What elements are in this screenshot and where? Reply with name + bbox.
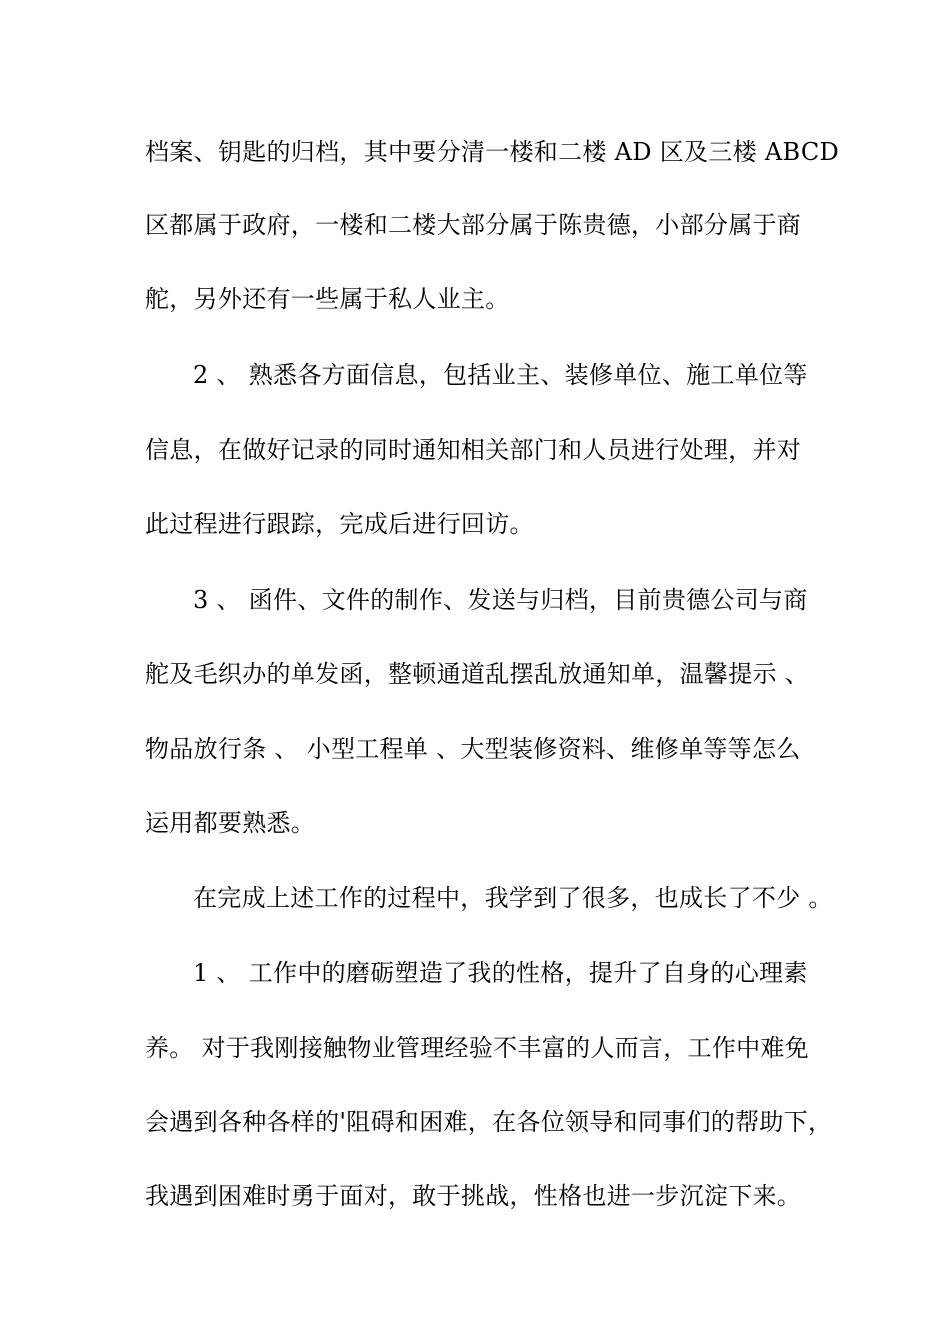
paragraph-2-start: 2 、 熟悉各方面信息，包括业主、装修单位、施工单位等 (193, 361, 808, 389)
text-line-8: 舵及毛织办的单发函，整顿通道乱摆乱放通知单，温馨提示 、 (145, 660, 810, 688)
paragraph-summary-start: 在完成上述工作的过程中，我学到了很多，也成长了不少 。 (193, 884, 833, 912)
text-line-1: 档案、钥匙的归档，其中要分清一楼和二楼 AD 区及三楼 ABCD (145, 138, 840, 166)
paragraph-point-1-start: 1 、 工作中的磨砺塑造了我的性格，提升了自身的心理素 (193, 959, 808, 987)
text-line-10: 运用都要熟悉。 (145, 809, 316, 837)
text-line-9: 物品放行条 、 小型工程单 、大型装修资料、维修单等等怎么 (145, 735, 801, 763)
text-line-2: 区都属于政府，一楼和二楼大部分属于陈贵德，小部分属于商 (145, 211, 802, 239)
paragraph-3-start: 3 、 函件、文件的制作、发送与归档，目前贵德公司与商 (193, 586, 808, 614)
text-line-3: 舵，另外还有一些属于私人业主。 (145, 285, 510, 313)
text-line-14: 会遇到各种各样的'阻碍和困难，在各位领导和同事们的帮助下， (145, 1108, 833, 1136)
text-line-13: 养。 对于我刚接触物业管理经验不丰富的人而言，工作中难免 (145, 1034, 810, 1062)
text-line-6: 此过程进行跟踪，完成后进行回访。 (145, 510, 534, 538)
text-line-15: 我遇到困难时勇于面对，敢于挑战，性格也进一步沉淀下来。 (145, 1182, 802, 1210)
text-line-5: 信息，在做好记录的同时通知相关部门和人员进行处理，并对 (145, 436, 802, 464)
